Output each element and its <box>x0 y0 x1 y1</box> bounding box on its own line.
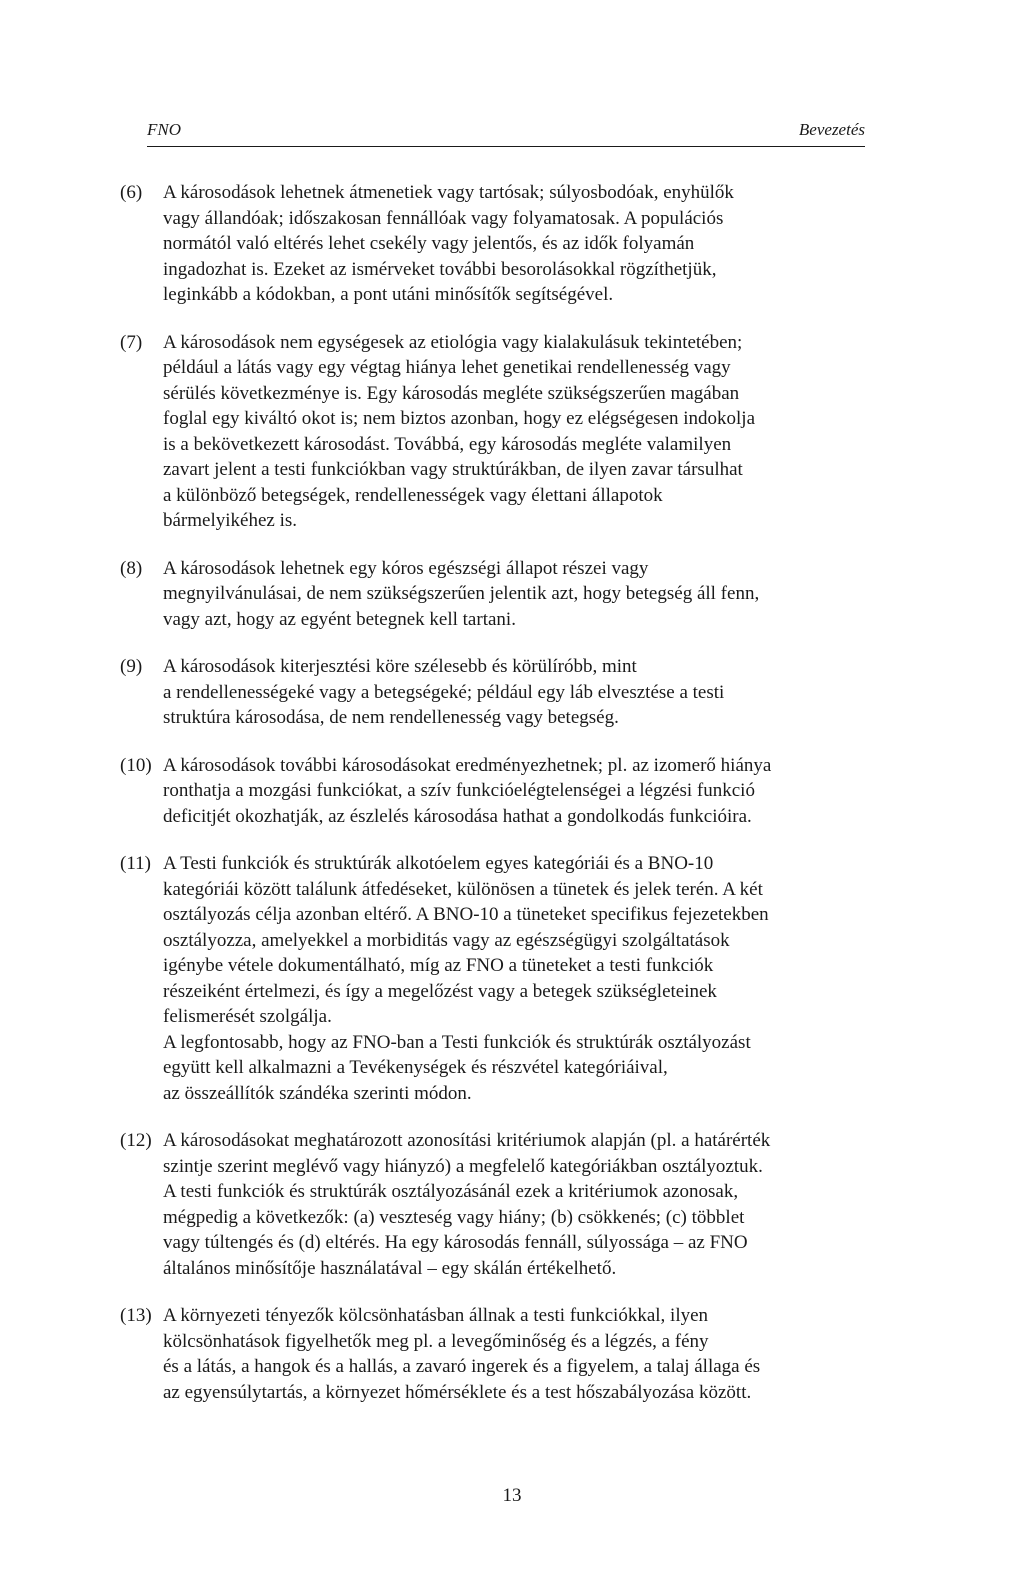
paragraph-number: (7) <box>120 331 143 353</box>
paragraph-line: ronthatja a mozgási funkciókat, a szív funkcióelégtelenségei a légzési funkció <box>163 780 755 801</box>
header-left: FNO <box>147 120 181 139</box>
paragraph-line: leginkább a kódokban, a pont utáni minősítők segítségével. <box>163 284 614 305</box>
paragraph-line: vagy állandóak; időszakosan fennállóak vagy folyamatosak. A populációs <box>163 207 724 229</box>
paragraph-line: osztályozza, amelyekkel a morbiditás vagy az egészségügyi szolgáltatások <box>163 929 730 951</box>
paragraph-line: A környezeti tényezők kölcsönhatásban állnak a testi funkciókkal, ilyen <box>163 1305 709 1326</box>
paragraph-number: (6) <box>120 182 143 203</box>
paragraph-line: vagy túltengés és (d) eltérés. Ha egy károsodás fennáll, súlyossága – az FNO <box>163 1232 748 1253</box>
header-rule <box>147 146 865 147</box>
paragraph-line: A károsodások nem egységesek az etiológia vagy kialakulásuk tekintetében; <box>163 331 743 353</box>
paragraph-line: A károsodások lehetnek átmenetiek vagy tartósak; súlyosbodóak, enyhülők <box>163 182 734 203</box>
paragraph <box>120 654 872 731</box>
paragraph-line: is a bekövetkezett károsodást. Továbbá, egy károsodás megléte valamilyen <box>163 433 732 455</box>
paragraph-line: részeiként értelmezi, és így a megelőzést vagy a betegek szükségleteinek <box>163 980 717 1002</box>
paragraph <box>120 851 872 1106</box>
paragraph-line: az összeállítók szándéka szerinti módon. <box>163 1082 472 1104</box>
paragraph <box>120 330 872 534</box>
paragraph-line: osztályozás célja azonban eltérő. A BNO-10 a tüneteket specifikus fejezetekben <box>163 904 769 925</box>
paragraph-line: a különböző betegségek, rendellenességek vagy élettani állapotok <box>163 484 663 506</box>
paragraph-number: (13) <box>120 1305 152 1326</box>
running-header <box>147 120 865 148</box>
paragraph-line: szintje szerint meglévő vagy hiányzó) a megfelelő kategóriákban osztályoztuk. <box>163 1155 763 1177</box>
paragraph-line: például a látás vagy egy végtag hiánya lehet genetikai rendellenesség vagy <box>163 357 731 378</box>
paragraph-line: vagy azt, hogy az egyént betegnek kell tartani. <box>163 608 516 630</box>
paragraph-line: mégpedig a következők: (a) veszteség vagy hiány; (b) csökkenés; (c) többlet <box>163 1206 745 1228</box>
paragraph-line: A károsodásokat meghatározott azonosítási kritériumok alapján (pl. a határérték <box>163 1130 771 1151</box>
page-number: 13 <box>502 1485 522 1506</box>
paragraph-line: A károsodások lehetnek egy kóros egészségi állapot részei vagy <box>163 557 649 579</box>
paragraph-line: kategóriái között találunk átfedéseket, különösen a tünetek és jelek terén. A két <box>163 878 763 900</box>
paragraph-line: felismerését szolgálja. <box>163 1006 332 1027</box>
paragraph-number: (12) <box>120 1130 152 1151</box>
header-right: Bevezetés <box>798 120 865 139</box>
paragraph <box>120 1303 872 1405</box>
paragraph-line: struktúra károsodása, de nem rendellenesség vagy betegség. <box>163 707 619 728</box>
paragraph-line: A legfontosabb, hogy az FNO-ban a Testi funkciók és struktúrák osztályozást <box>163 1031 751 1053</box>
body-text <box>120 180 872 1427</box>
paragraph-number: (10) <box>120 754 152 776</box>
paragraph-line: a rendellenességeké vagy a betegségeké; például egy láb elvesztése a testi <box>163 681 725 703</box>
paragraph-line: kölcsönhatások figyelhetők meg pl. a levegőminőség és a légzés, a fény <box>163 1330 709 1352</box>
paragraph-line: deficitjét okozhatják, az észlelés károsodása hathat a gondolkodás funkcióira. <box>163 805 752 827</box>
paragraph-number: (9) <box>120 656 143 677</box>
paragraph-line: és a látás, a hangok és a hallás, a zavaró ingerek és a figyelem, a talaj állaga és <box>163 1356 761 1377</box>
paragraph-line: foglal egy kiváltó okot is; nem biztos azonban, hogy ez elégségesen indokolja <box>163 408 756 429</box>
paragraph-line: A károsodások kiterjesztési köre szélesebb és körülíróbb, mint <box>163 656 637 677</box>
paragraph-line: zavart jelent a testi funkciókban vagy struktúrákban, de ilyen zavar társulhat <box>163 459 743 480</box>
paragraph-line: megnyilvánulásai, de nem szükségszerűen jelentik azt, hogy betegség áll fenn, <box>163 583 760 604</box>
paragraph <box>120 180 872 308</box>
paragraph-number: (11) <box>120 853 151 874</box>
paragraph-line: az egyensúlytartás, a környezet hőmérséklete és a test hőszabályozása között. <box>163 1381 752 1403</box>
paragraph-line: együtt kell alkalmazni a Tevékenységek és részvétel kategóriáival, <box>163 1057 668 1078</box>
paragraph <box>120 753 872 830</box>
paragraph-line: sérülés következménye is. Egy károsodás megléte szükségszerűen magában <box>163 382 740 404</box>
paragraph <box>120 556 872 633</box>
paragraph <box>120 1128 872 1281</box>
paragraph-line: általános minősítője használatával – egy skálán értékelhető. <box>163 1257 617 1279</box>
paragraph-line: A károsodások további károsodásokat eredményezhetnek; pl. az izomerő hiánya <box>163 754 772 776</box>
paragraph-line: A Testi funkciók és struktúrák alkotóelem egyes kategóriái és a BNO-10 <box>163 853 714 874</box>
paragraph-number: (8) <box>120 557 143 579</box>
paragraph-line: bármelyikéhez is. <box>163 510 298 531</box>
paragraph-line: ingadozhat is. Ezeket az ismérveket további besorolásokkal rögzíthetjük, <box>163 258 717 280</box>
paragraph-line: igénybe vétele dokumentálható, míg az FNO a tüneteket a testi funkciók <box>163 955 714 976</box>
paragraph-line: normától való eltérés lehet csekély vagy jelentős, és az idők folyamán <box>163 233 695 254</box>
paragraph-line: A testi funkciók és struktúrák osztályozásánál ezek a kritériumok azonosak, <box>163 1181 739 1202</box>
